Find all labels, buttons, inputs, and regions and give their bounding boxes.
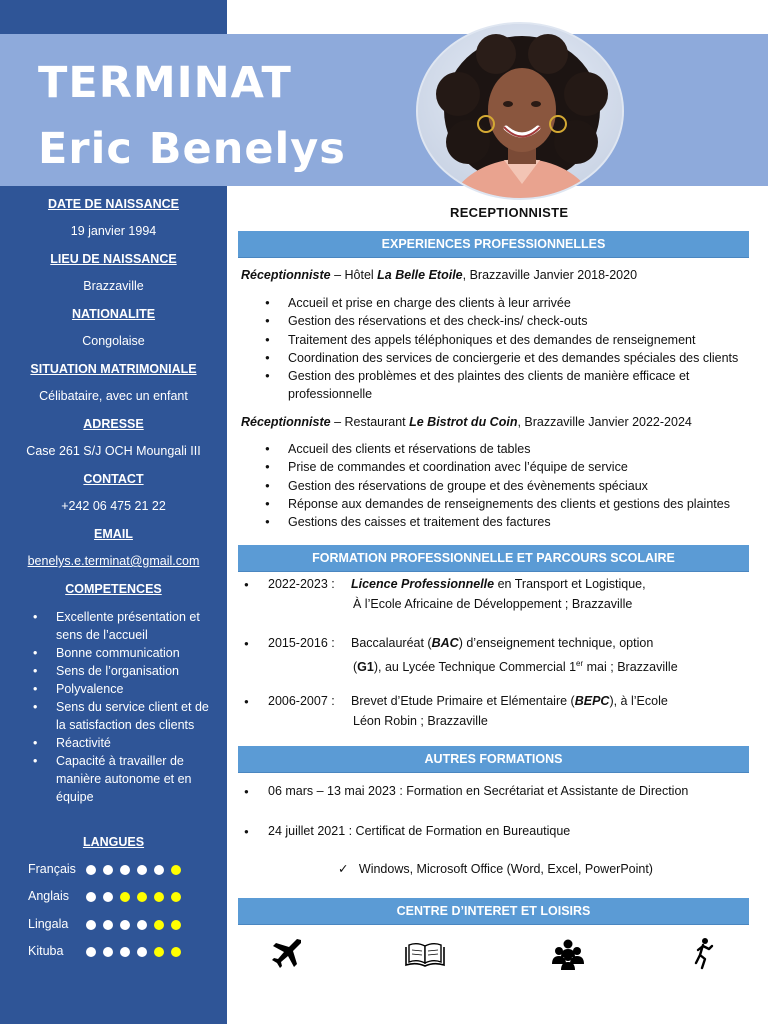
job-tasks	[265, 294, 755, 404]
training-text: 06 mars – 13 mai 2023 : Formation en Secrétariat et Assistante de Direction	[268, 784, 689, 798]
level-dot	[154, 865, 164, 875]
list-item: ● Accueil des clients et réservations de tables	[265, 440, 755, 458]
education-text: ), à l’Ecole	[609, 694, 668, 708]
marital-status-label: SITUATION MATRIMONIALE	[30, 362, 197, 376]
check-icon: ✓	[338, 862, 349, 876]
birth-date: 19 janvier 1994	[70, 224, 157, 238]
language-name: Kituba	[28, 944, 64, 958]
education-years: 2006-2007 :	[268, 694, 335, 708]
education-text: Brevet d’Etude Primaire et Elémentaire (	[351, 694, 575, 708]
list-item: ● Traitement des appels téléphoniques et des demandes de renseignement	[265, 331, 755, 349]
level-dot	[120, 865, 130, 875]
level-dot	[171, 865, 181, 875]
skills-list	[0, 608, 227, 806]
level-dot	[103, 865, 113, 875]
list-item: • Sens de l’organisation	[0, 662, 227, 680]
runner-icon	[688, 937, 722, 971]
list-item: • Polyvalence	[0, 680, 227, 698]
education-line	[351, 634, 653, 654]
training-subitem-text: Windows, Microsoft Office (Word, Excel, PowerPoint)	[358, 862, 653, 876]
job-role: Réceptionniste	[241, 415, 331, 429]
level-dot	[137, 920, 147, 930]
language-row	[28, 917, 218, 933]
job-details: , Brazzaville Janvier 2018-2020	[462, 268, 638, 282]
list-item: • Bonne communication	[0, 644, 227, 662]
skills-label: COMPETENCES	[65, 582, 162, 596]
education-text: en Transport et Logistique,	[494, 577, 646, 591]
training-text: 24 juillet 2021 : Certificat de Formation en Bureautique	[268, 824, 571, 838]
language-row	[28, 944, 218, 960]
experience-section-header: EXPERIENCES PROFESSIONNELLES	[238, 231, 749, 258]
list-item: ● Réponse aux demandes de renseignements des clients et gestions des plaintes	[265, 495, 755, 513]
level-dot	[120, 920, 130, 930]
languages-label: LANGUES	[82, 835, 145, 849]
list-item: ● Gestions des caisses et traitement des factures	[265, 513, 755, 531]
job-sep: – Restaurant	[330, 415, 410, 429]
level-dot	[171, 920, 181, 930]
list-item: ● Gestion des problèmes et des plaintes des clients de manière efficace et professionnelle	[265, 367, 755, 404]
birth-place-label: LIEU DE NAISSANCE	[50, 252, 177, 266]
education-years: 2015-2016 :	[268, 636, 335, 650]
education-school: À l’Ecole Africaine de Développement ; Brazzaville	[353, 596, 633, 611]
list-item: • Sens du service client et de la satisfaction des clients	[0, 698, 227, 734]
education-school: Léon Robin ; Brazzaville	[353, 713, 488, 728]
education-section-header: FORMATION PROFESSIONNELLE ET PARCOURS SCOLAIRE	[238, 545, 749, 572]
language-level-dots	[86, 947, 181, 957]
language-row	[28, 862, 218, 878]
training-subitem	[338, 861, 653, 876]
level-dot	[86, 865, 96, 875]
education-years: 2022-2023 :	[268, 577, 335, 591]
list-item: ● Accueil et prise en charge des clients à leur arrivée	[265, 294, 755, 312]
level-dot	[103, 892, 113, 902]
job-place: La Belle Etoile	[377, 268, 463, 282]
address: Case 261 S/J OCH Moungali III	[26, 444, 201, 458]
level-dot	[171, 947, 181, 957]
education-text: ), au Lycée Technique Commercial 1	[373, 659, 577, 674]
level-dot	[103, 920, 113, 930]
level-dot	[86, 892, 96, 902]
training-item	[244, 784, 688, 798]
profile-photo	[416, 22, 624, 200]
level-dot	[154, 892, 164, 902]
other-training-section-header: AUTRES FORMATIONS	[238, 746, 749, 773]
job-heading	[241, 415, 692, 429]
list-item: • Excellente présentation et sens de l’accueil	[0, 608, 227, 644]
diploma: Licence Professionnelle	[351, 577, 495, 591]
level-dot	[120, 892, 130, 902]
language-row	[28, 889, 218, 905]
level-dot	[137, 892, 147, 902]
level-dot	[137, 865, 147, 875]
bullet: ●	[244, 827, 249, 837]
list-item: • Capacité à travailler de manière autonome et en équipe	[0, 752, 227, 806]
contact-label: CONTACT	[83, 472, 144, 486]
language-name: Anglais	[28, 889, 69, 903]
first-name: Eric Benelys	[38, 124, 346, 174]
education-text: (	[353, 659, 358, 674]
job-sep: – Hôtel	[330, 268, 378, 282]
job-title: RECEPTIONNISTE	[450, 205, 569, 220]
airplane-icon	[270, 937, 304, 971]
birth-date-label: DATE DE NAISSANCE	[47, 197, 180, 211]
job-heading	[241, 268, 637, 282]
open-book-icon	[403, 937, 447, 971]
birth-place: Brazzaville	[83, 279, 144, 293]
marital-status: Célibataire, avec un enfant	[39, 389, 188, 403]
last-name: TERMINAT	[38, 58, 292, 108]
level-dot	[137, 947, 147, 957]
nationality: Congolaise	[82, 334, 145, 348]
level-dot	[154, 920, 164, 930]
level-dot	[154, 947, 164, 957]
profile-portrait	[418, 24, 624, 200]
education-text: Baccalauréat (	[351, 636, 432, 650]
group-people-icon	[551, 937, 585, 971]
language-name: Lingala	[28, 917, 69, 931]
job-tasks	[265, 440, 755, 531]
education-line	[351, 692, 668, 712]
training-item	[244, 824, 570, 838]
bullet: ●	[244, 580, 249, 589]
level-dot	[171, 892, 181, 902]
phone-number: +242 06 475 21 22	[61, 499, 166, 513]
email-link[interactable]: benelys.e.terminat@gmail.com	[27, 554, 200, 568]
bullet: ●	[244, 697, 249, 706]
list-item: • Réactivité	[0, 734, 227, 752]
ordinal-suffix: er	[576, 658, 584, 668]
diploma: BAC	[431, 636, 459, 650]
education-line	[351, 575, 646, 595]
personal-info	[0, 196, 227, 636]
list-item: ● Gestion des réservations de groupe et des évènements spéciaux	[265, 477, 755, 495]
bullet: ●	[244, 639, 249, 648]
list-item: ● Gestion des réservations et des check-ins/ check-outs	[265, 312, 755, 330]
level-dot	[86, 947, 96, 957]
education-school	[353, 654, 678, 678]
bullet: ●	[244, 787, 249, 797]
list-item: ● Coordination des services de conciergerie et des demandes spéciales des clients	[265, 349, 755, 367]
education-text: mai ; Brazzaville	[583, 659, 678, 674]
education-text: ) d’enseignement technique, option	[458, 636, 654, 650]
nationality-label: NATIONALITE	[71, 307, 156, 321]
level-dot	[103, 947, 113, 957]
language-level-dots	[86, 920, 181, 930]
list-item: ● Prise de commandes et coordination avec l’équipe de service	[265, 458, 755, 476]
job-role: Réceptionniste	[241, 268, 331, 282]
email-label: EMAIL	[94, 527, 133, 541]
level-dot	[86, 920, 96, 930]
interests-section-header: CENTRE D’INTERET ET LOISIRS	[238, 898, 749, 925]
level-dot	[120, 947, 130, 957]
diploma: BEPC	[574, 694, 610, 708]
option-code: G1	[357, 659, 374, 674]
language-level-dots	[86, 865, 181, 875]
address-label: ADRESSE	[83, 417, 144, 431]
language-level-dots	[86, 892, 181, 902]
job-place: Le Bistrot du Coin	[409, 415, 518, 429]
job-details: , Brazzaville Janvier 2022-2024	[517, 415, 692, 429]
language-name: Français	[28, 862, 76, 876]
